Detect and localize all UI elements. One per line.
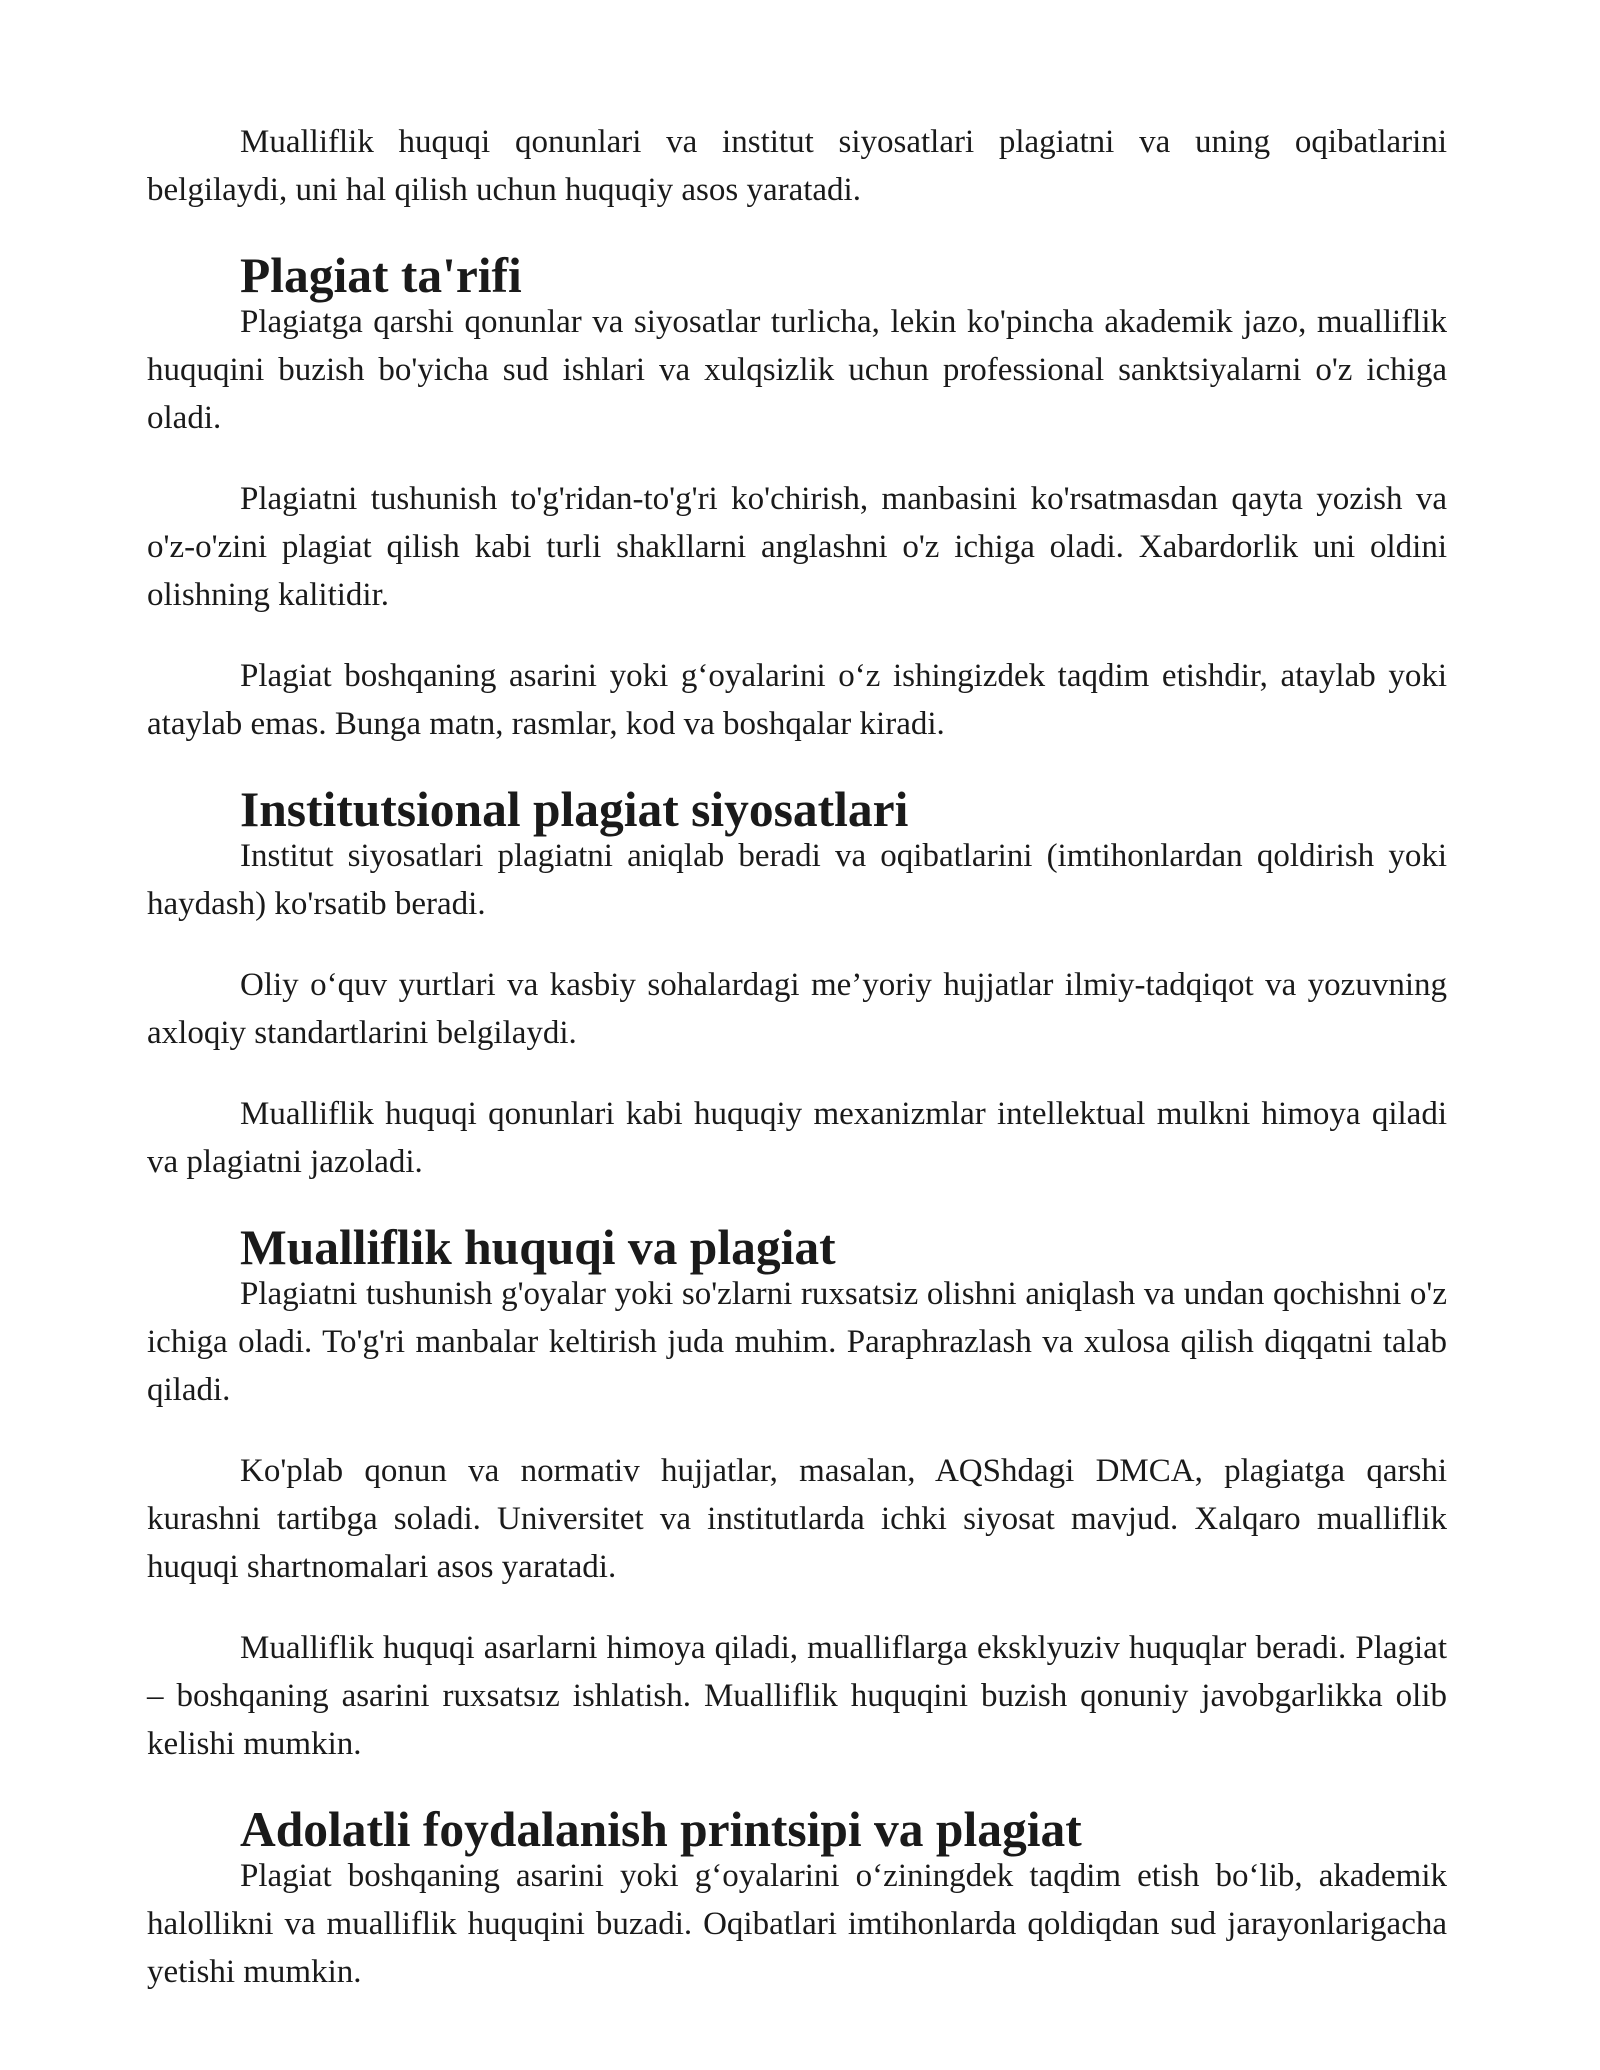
paragraph-definition: Plagiat boshqaning asarini yoki g‘oyalarini o‘z ishingizdek taqdim etishdir, ataylab yoki ataylab emas. Bunga matn, rasmlar, kod va boshqalar kiradi. [147,658,1447,742]
heading-fair-use: Adolatli foydalanish printsipi va plagiat [240,1802,1082,1857]
paragraph-avoidance: Plagiatni tushunish g'oyalar yoki so'zlarni ruxsatsiz olishni aniqlash va undan qochishni o'z ichiga oladi. To'g'ri manbalar keltirish juda muhim. Paraphrazlash va xulosa qilish diqqatni talab qiladi. [147,1276,1447,1408]
paragraph-laws-policies: Plagiatga qarshi qonunlar va siyosatlar turlicha, lekin ko'pincha akademik jazo, mualliflik huquqini buzish bo'yicha sud ishlari va xulqsizlik uchun professional sanktsiyalarni o'z ichiga oladi. [147,304,1447,436]
paragraph-understanding-forms: Plagiatni tushunish to'g'ridan-to'g'ri ko'chirish, manbasini ko'rsatmasdan qayta yozish va o'z-o'zini plagiat qilish kabi turli shakllarni anglashni o'z ichiga oladi. Xabardorlik uni oldini olishning kalitidir. [147,481,1447,613]
document-page [147,118,1447,1996]
heading-copyright-plagiarism: Mualliflik huquqi va plagiat [240,1220,836,1275]
paragraph-consequences: Plagiat boshqaning asarini yoki g‘oyalarini o‘ziningdek taqdim etish bo‘lib, akademik halollikni va mualliflik huquqini buzadi. Oqibatlari imtihonlarda qoldiqdan sud jarayonlarigacha yetishi mumkin. [147,1858,1447,1990]
heading-plagiat-tarifi: Plagiat ta'rifi [240,248,522,303]
paragraph-normative-documents: Oliy o‘quv yurtlari va kasbiy sohalardagi me’yoriy hujjatlar ilmiy-tadqiqot va yozuvning axloqiy standartlarini belgilaydi. [147,967,1447,1051]
paragraph-regulations: Ko'plab qonun va normativ hujjatlar, masalan, AQShdagi DMCA, plagiatga qarshi kurashni tartibga soladi. Universitet va institutlarda ichki siyosat mavjud. Xalqaro mualliflik huquqi shartnomalari asos yaratadi. [147,1453,1447,1585]
heading-institutional-policies: Institutsional plagiat siyosatlari [240,782,909,837]
paragraph-institute-policies: Institut siyosatlari plagiatni aniqlab beradi va oqibatlarini (imtihonlardan qoldirish yoki haydash) ko'rsatib beradi. [147,838,1447,922]
paragraph-legal-mechanisms: Mualliflik huquqi qonunlari kabi huquqiy mexanizmlar intellektual mulkni himoya qiladi va plagiatni jazoladi. [147,1096,1447,1180]
paragraph-copyright-protection: Mualliflik huquqi asarlarni himoya qiladi, mualliflarga eksklyuziv huquqlar beradi. Plagiat – boshqaning asarini ruxsatsız ishlatish. Mualliflik huquqini buzish qonuniy javobgarlikka olib kelishi mumkin. [147,1630,1447,1762]
paragraph-intro: Mualliflik huquqi qonunlari va institut siyosatlari plagiatni va uning oqibatlarini belgilaydi, uni hal qilish uchun huquqiy asos yaratadi. [147,124,1447,208]
